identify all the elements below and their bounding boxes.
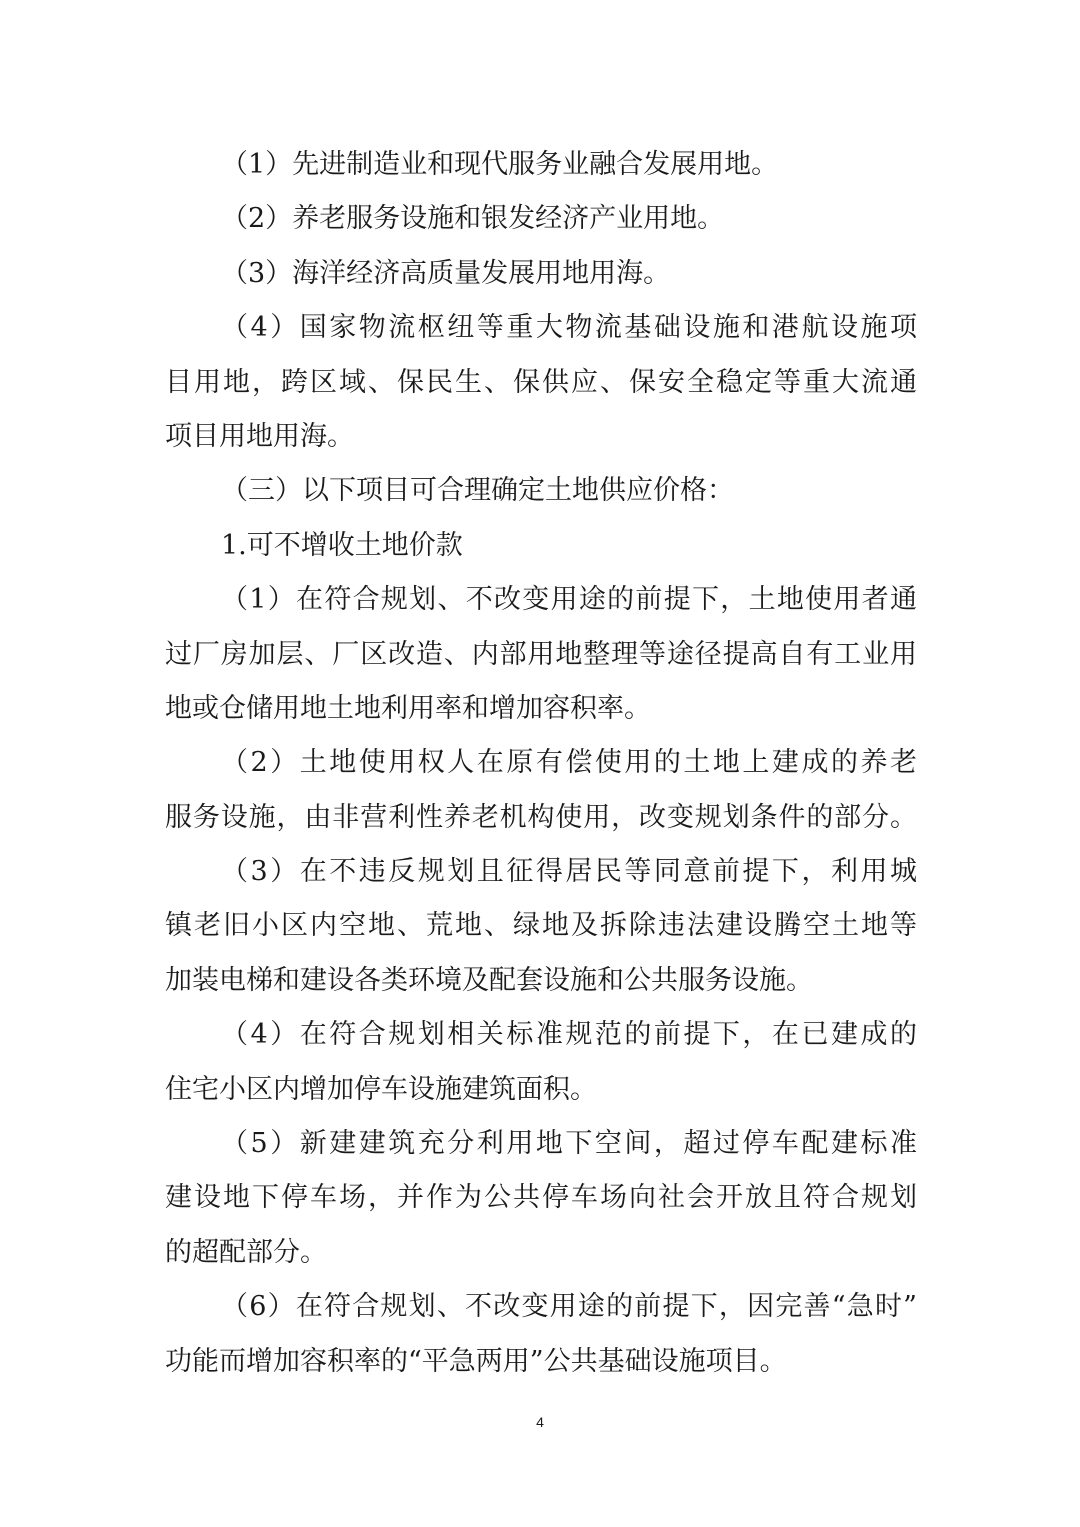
text-line: 住宅小区内增加停车设施建筑面积。 (165, 1073, 597, 1105)
paragraph (165, 1008, 917, 1117)
text-line: （4）在符合规划相关标准规范的前提下，在已建成的 (221, 1019, 917, 1051)
paragraph (165, 736, 917, 845)
paragraph (165, 247, 917, 301)
paragraph (165, 301, 917, 464)
text-line: 地或仓储用地土地利用率和增加容积率。 (165, 692, 651, 724)
text-line: （3）海洋经济高质量发展用地用海。 (221, 257, 671, 289)
text-line: （6）在符合规划、不改变用途的前提下，因完善“急时” (221, 1291, 917, 1323)
text-line: 建设地下停车场，并作为公共停车场向社会开放且符合规划 (165, 1182, 917, 1214)
paragraph (165, 1280, 917, 1389)
text-line: 服务设施，由非营利性养老机构使用，改变规划条件的部分。 (165, 801, 917, 833)
text-line: （2）土地使用权人在原有偿使用的土地上建成的养老 (221, 747, 917, 779)
paragraph (165, 573, 917, 736)
text-line: （3）在不违反规划且征得居民等同意前提下，利用城 (221, 856, 917, 888)
page-number: 4 (536, 1414, 544, 1430)
document-body (165, 138, 917, 1389)
text-line: 的超配部分。 (165, 1236, 327, 1268)
text-line: 过厂房加层、厂区改造、内部用地整理等途径提高自有工业用 (165, 638, 917, 670)
paragraph (165, 192, 917, 246)
text-line: 1.可不增收土地价款 (221, 529, 463, 561)
paragraph (165, 1117, 917, 1280)
text-line: 加装电梯和建设各类环境及配套设施和公共服务设施。 (165, 964, 813, 996)
text-line: 项目用地用海。 (165, 420, 354, 452)
text-line: （1）先进制造业和现代服务业融合发展用地。 (221, 149, 779, 180)
text-line: 镇老旧小区内空地、荒地、绿地及拆除违法建设腾空土地等 (165, 910, 917, 942)
paragraph (165, 138, 917, 192)
text-line: （4）国家物流枢纽等重大物流基础设施和港航设施项 (221, 312, 917, 344)
text-line: （1）在符合规划、不改变用途的前提下，土地使用者通 (221, 584, 917, 616)
paragraph (165, 845, 917, 1008)
paragraph (165, 464, 917, 518)
text-line: （三）以下项目可合理确定土地供应价格： (221, 475, 734, 507)
text-line: （2）养老服务设施和银发经济产业用地。 (221, 203, 725, 235)
paragraph (165, 519, 917, 573)
text-line: （5）新建建筑充分利用地下空间，超过停车配建标准 (221, 1128, 917, 1160)
text-line: 功能而增加容积率的“平急两用”公共基础设施项目。 (165, 1345, 787, 1377)
text-line: 目用地，跨区域、保民生、保供应、保安全稳定等重大流通 (165, 366, 917, 398)
